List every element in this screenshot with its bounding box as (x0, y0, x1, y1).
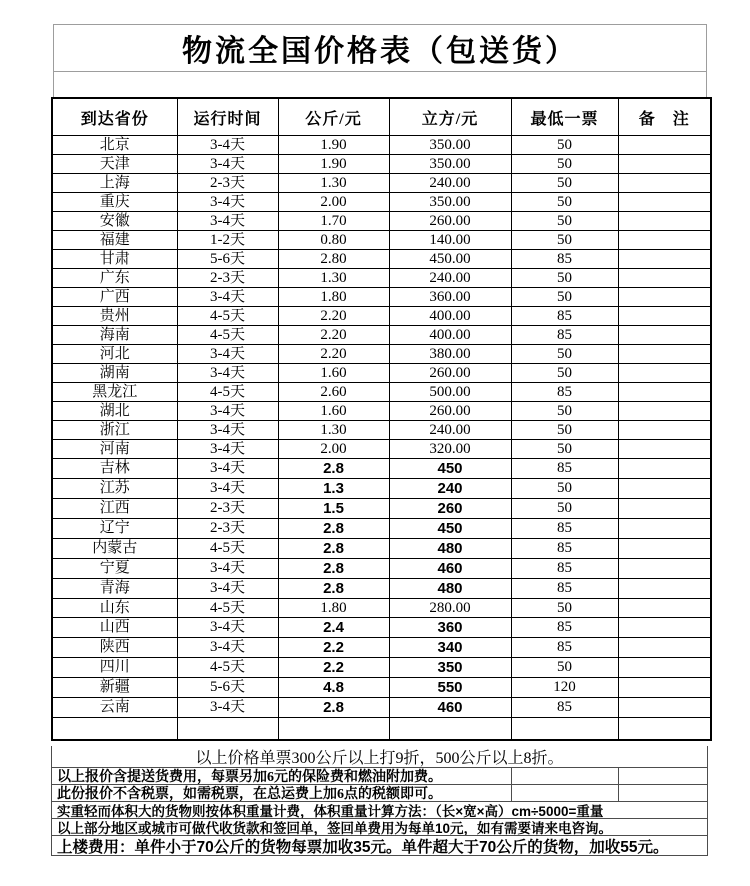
table-row (52, 459, 711, 479)
cell-note (618, 479, 711, 499)
cell-note (618, 579, 711, 599)
cell-kg: 2.00 (278, 193, 389, 212)
empty-row (52, 718, 711, 740)
cell-note (618, 638, 711, 658)
cell-time: 1-2天 (177, 231, 278, 250)
note-volume-weight-text: 实重轻而体积大的货物则按体积重量计费，体积重量计算方法：（长×宽×高）cm÷5000=重量 (57, 804, 604, 819)
note-insurance-text: 以上报价含提送货费用，每票另加6元的保险费和燃油附加费。 (57, 770, 442, 785)
table-row (52, 519, 711, 539)
cell-cubic: 240.00 (389, 421, 511, 440)
cell-time: 3-4天 (177, 402, 278, 421)
cell-time: 3-4天 (177, 618, 278, 638)
note-empty-cell (618, 768, 707, 784)
cell-province: 河北 (52, 345, 177, 364)
cell-province: 贵州 (52, 307, 177, 326)
cell-time: 3-4天 (177, 638, 278, 658)
note-empty-cell (511, 785, 618, 801)
cell-cubic: 240 (389, 479, 511, 499)
cell-cubic: 450.00 (389, 250, 511, 269)
cell-cubic: 350.00 (389, 155, 511, 174)
cell-min: 50 (511, 499, 618, 519)
cell-time: 4-5天 (177, 326, 278, 345)
cell-kg: 1.5 (278, 499, 389, 519)
cell-province: 辽宁 (52, 519, 177, 539)
cell-cubic: 240.00 (389, 269, 511, 288)
cell-note (618, 402, 711, 421)
cell-time: 4-5天 (177, 658, 278, 678)
cell-note (618, 421, 711, 440)
cell-time: 3-4天 (177, 193, 278, 212)
cell-province: 河南 (52, 440, 177, 459)
cell-province: 吉林 (52, 459, 177, 479)
header-transit-time: 运行时间 (177, 98, 278, 136)
cell-kg: 2.8 (278, 519, 389, 539)
header-province: 到达省份 (52, 98, 177, 136)
table-row (52, 698, 711, 718)
cell-time: 2-3天 (177, 519, 278, 539)
header-minimum-charge: 最低一票 (511, 98, 618, 136)
cell-note (618, 193, 711, 212)
cell-cubic: 260.00 (389, 212, 511, 231)
cell-cubic: 480 (389, 579, 511, 599)
cell-province: 北京 (52, 136, 177, 155)
cell-province: 云南 (52, 698, 177, 718)
price-table (51, 97, 712, 741)
header-price-per-cubic: 立方/元 (389, 98, 511, 136)
table-row (52, 193, 711, 212)
table-row (52, 136, 711, 155)
cell-time: 3-4天 (177, 288, 278, 307)
cell-kg: 4.8 (278, 678, 389, 698)
cell-note (618, 698, 711, 718)
cell-cubic: 480 (389, 539, 511, 559)
cell-province: 浙江 (52, 421, 177, 440)
cell-cubic: 240.00 (389, 174, 511, 193)
table-row (52, 618, 711, 638)
cell-cubic: 260.00 (389, 364, 511, 383)
cell-kg: 2.20 (278, 326, 389, 345)
cell-province: 上海 (52, 174, 177, 193)
note-insurance (52, 768, 707, 785)
cell-note (618, 136, 711, 155)
note-cod (52, 819, 707, 836)
table-row (52, 479, 711, 499)
table-row (52, 364, 711, 383)
cell-province: 青海 (52, 579, 177, 599)
cell-kg: 2.8 (278, 539, 389, 559)
cell-note (618, 288, 711, 307)
cell-time: 3-4天 (177, 459, 278, 479)
cell-note (618, 307, 711, 326)
cell-kg: 1.60 (278, 402, 389, 421)
cell-province: 内蒙古 (52, 539, 177, 559)
table-row (52, 212, 711, 231)
note-tax-text: 此份报价不含税票，如需税票，在总运费上加6点的税额即可。 (57, 787, 442, 802)
cell-time: 4-5天 (177, 539, 278, 559)
table-row (52, 599, 711, 618)
cell-province: 湖北 (52, 402, 177, 421)
cell-empty (511, 718, 618, 740)
cell-note (618, 519, 711, 539)
cell-min: 85 (511, 579, 618, 599)
cell-cubic: 460 (389, 559, 511, 579)
cell-kg: 2.8 (278, 559, 389, 579)
cell-min: 85 (511, 383, 618, 402)
cell-min: 50 (511, 658, 618, 678)
cell-province: 海南 (52, 326, 177, 345)
cell-time: 2-3天 (177, 269, 278, 288)
cell-province: 江西 (52, 499, 177, 519)
cell-min: 50 (511, 212, 618, 231)
cell-kg: 2.4 (278, 618, 389, 638)
cell-cubic: 280.00 (389, 599, 511, 618)
cell-province: 四川 (52, 658, 177, 678)
cell-cubic: 400.00 (389, 326, 511, 345)
cell-note (618, 658, 711, 678)
cell-time: 3-4天 (177, 364, 278, 383)
cell-province: 黑龙江 (52, 383, 177, 402)
cell-kg: 1.90 (278, 136, 389, 155)
cell-time: 3-4天 (177, 698, 278, 718)
cell-time: 4-5天 (177, 307, 278, 326)
cell-cubic: 450 (389, 459, 511, 479)
cell-note (618, 250, 711, 269)
cell-time: 3-4天 (177, 559, 278, 579)
cell-kg: 2.80 (278, 250, 389, 269)
cell-min: 50 (511, 599, 618, 618)
cell-province: 广西 (52, 288, 177, 307)
cell-kg: 2.2 (278, 658, 389, 678)
table-row (52, 402, 711, 421)
table-row (52, 678, 711, 698)
table-row (52, 658, 711, 678)
cell-kg: 2.20 (278, 345, 389, 364)
cell-empty (618, 718, 711, 740)
cell-min: 85 (511, 326, 618, 345)
cell-cubic: 360.00 (389, 288, 511, 307)
table-row (52, 559, 711, 579)
cell-cubic: 320.00 (389, 440, 511, 459)
cell-kg: 1.90 (278, 155, 389, 174)
note-tax (52, 785, 707, 802)
note-empty-cell (511, 768, 618, 784)
table-row (52, 307, 711, 326)
cell-time: 3-4天 (177, 579, 278, 599)
cell-cubic: 450 (389, 519, 511, 539)
cell-note (618, 539, 711, 559)
cell-min: 50 (511, 345, 618, 364)
table-row (52, 638, 711, 658)
cell-kg: 1.30 (278, 269, 389, 288)
cell-kg: 1.70 (278, 212, 389, 231)
cell-kg: 2.8 (278, 459, 389, 479)
cell-time: 4-5天 (177, 383, 278, 402)
cell-province: 湖南 (52, 364, 177, 383)
table-row (52, 155, 711, 174)
cell-kg: 1.3 (278, 479, 389, 499)
cell-empty (177, 718, 278, 740)
cell-note (618, 599, 711, 618)
table-row (52, 539, 711, 559)
cell-note (618, 326, 711, 345)
cell-time: 3-4天 (177, 345, 278, 364)
header-remarks: 备 注 (618, 98, 711, 136)
cell-min: 50 (511, 421, 618, 440)
cell-cubic: 350.00 (389, 136, 511, 155)
cell-cubic: 550 (389, 678, 511, 698)
note-stairs-fee-text: 上楼费用：单件小于70公斤的货物每票加收35元。单件超大于70公斤的货物，加收55元。 (57, 838, 669, 856)
cell-time: 4-5天 (177, 599, 278, 618)
cell-min: 85 (511, 618, 618, 638)
cell-note (618, 383, 711, 402)
cell-min: 50 (511, 288, 618, 307)
cell-cubic: 460 (389, 698, 511, 718)
cell-time: 2-3天 (177, 499, 278, 519)
cell-kg: 0.80 (278, 231, 389, 250)
cell-cubic: 260.00 (389, 402, 511, 421)
cell-min: 50 (511, 364, 618, 383)
cell-province: 广东 (52, 269, 177, 288)
cell-kg: 2.60 (278, 383, 389, 402)
cell-province: 福建 (52, 231, 177, 250)
cell-kg: 1.30 (278, 174, 389, 193)
cell-min: 85 (511, 539, 618, 559)
cell-cubic: 340 (389, 638, 511, 658)
cell-note (618, 459, 711, 479)
cell-time: 3-4天 (177, 479, 278, 499)
cell-min: 85 (511, 638, 618, 658)
cell-min: 85 (511, 250, 618, 269)
cell-province: 江苏 (52, 479, 177, 499)
table-row (52, 499, 711, 519)
price-table-body (52, 136, 711, 740)
cell-cubic: 350.00 (389, 193, 511, 212)
cell-kg: 2.8 (278, 698, 389, 718)
cell-min: 50 (511, 155, 618, 174)
table-row (52, 231, 711, 250)
cell-note (618, 155, 711, 174)
cell-kg: 1.80 (278, 288, 389, 307)
cell-province: 重庆 (52, 193, 177, 212)
cell-cubic: 500.00 (389, 383, 511, 402)
cell-province: 天津 (52, 155, 177, 174)
cell-time: 3-4天 (177, 212, 278, 231)
cell-kg: 2.20 (278, 307, 389, 326)
table-row (52, 579, 711, 599)
title-table-connector (53, 71, 707, 97)
cell-cubic: 350 (389, 658, 511, 678)
cell-kg: 1.80 (278, 599, 389, 618)
cell-min: 50 (511, 440, 618, 459)
note-discount-text: 以上价格单票300公斤以上打9折，500公斤以上8折。 (195, 750, 564, 767)
table-row (52, 288, 711, 307)
cell-province: 新疆 (52, 678, 177, 698)
note-empty-cell (618, 785, 707, 801)
cell-kg: 1.30 (278, 421, 389, 440)
cell-province: 甘肃 (52, 250, 177, 269)
notes-block (51, 746, 708, 856)
cell-province: 陕西 (52, 638, 177, 658)
cell-note (618, 345, 711, 364)
table-row (52, 250, 711, 269)
cell-empty (52, 718, 177, 740)
cell-min: 85 (511, 307, 618, 326)
table-row (52, 326, 711, 345)
cell-note (618, 364, 711, 383)
cell-note (618, 174, 711, 193)
cell-min: 50 (511, 193, 618, 212)
cell-cubic: 140.00 (389, 231, 511, 250)
cell-cubic: 260 (389, 499, 511, 519)
note-stairs-fee (52, 836, 707, 856)
cell-note (618, 440, 711, 459)
cell-province: 宁夏 (52, 559, 177, 579)
cell-min: 85 (511, 559, 618, 579)
title-box (53, 24, 707, 72)
table-row (52, 440, 711, 459)
cell-time: 5-6天 (177, 678, 278, 698)
cell-min: 50 (511, 269, 618, 288)
cell-note (618, 499, 711, 519)
cell-min: 85 (511, 519, 618, 539)
note-volume-weight (52, 802, 707, 819)
table-row (52, 174, 711, 193)
cell-time: 3-4天 (177, 440, 278, 459)
cell-note (618, 212, 711, 231)
cell-min: 50 (511, 136, 618, 155)
table-row (52, 421, 711, 440)
cell-min: 50 (511, 402, 618, 421)
cell-min: 50 (511, 174, 618, 193)
cell-province: 山东 (52, 599, 177, 618)
cell-province: 山西 (52, 618, 177, 638)
cell-min: 50 (511, 231, 618, 250)
cell-province: 安徽 (52, 212, 177, 231)
cell-cubic: 360 (389, 618, 511, 638)
note-cod-text: 以上部分地区或城市可做代收货款和签回单，签回单费用为每单10元，如有需要请来电咨询。 (57, 821, 613, 836)
cell-empty (278, 718, 389, 740)
cell-cubic: 400.00 (389, 307, 511, 326)
cell-min: 50 (511, 479, 618, 499)
table-header-row (52, 98, 711, 136)
cell-min: 120 (511, 678, 618, 698)
cell-min: 85 (511, 459, 618, 479)
cell-note (618, 269, 711, 288)
cell-note (618, 618, 711, 638)
cell-kg: 1.60 (278, 364, 389, 383)
cell-time: 5-6天 (177, 250, 278, 269)
cell-note (618, 231, 711, 250)
table-row (52, 269, 711, 288)
page-title: 物流全国价格表（包送货） (182, 35, 578, 68)
note-discount (52, 746, 707, 768)
cell-cubic: 380.00 (389, 345, 511, 364)
cell-time: 2-3天 (177, 174, 278, 193)
cell-note (618, 678, 711, 698)
cell-kg: 2.2 (278, 638, 389, 658)
table-row (52, 383, 711, 402)
header-price-per-kg: 公斤/元 (278, 98, 389, 136)
cell-min: 85 (511, 698, 618, 718)
table-row (52, 345, 711, 364)
cell-kg: 2.00 (278, 440, 389, 459)
cell-time: 3-4天 (177, 136, 278, 155)
cell-empty (389, 718, 511, 740)
cell-time: 3-4天 (177, 421, 278, 440)
cell-time: 3-4天 (177, 155, 278, 174)
cell-note (618, 559, 711, 579)
cell-kg: 2.8 (278, 579, 389, 599)
